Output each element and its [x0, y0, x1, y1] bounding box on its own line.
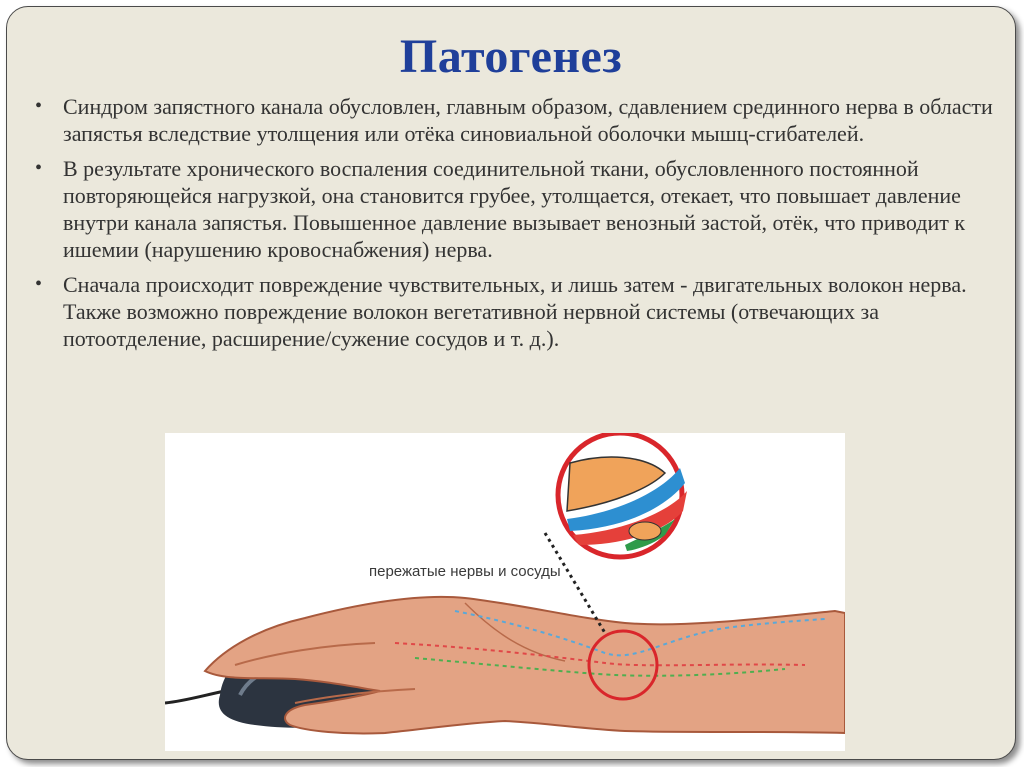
bullet-item: [33, 271, 993, 352]
bullet-dot-icon: •: [35, 157, 43, 179]
bullet-text: Сначала происходит повреждение чувствительных, и лишь затем - двигательных волокон нерва. Также возможно повреждение волокон вегетативной нервной системы (отвечающих за потоотделение, расширение/сужение сосудов и т. д.).: [63, 272, 967, 351]
cross-section-inset: [558, 433, 687, 557]
slide: [6, 6, 1016, 760]
bullet-dot-icon: •: [35, 95, 43, 117]
bullet-item: [33, 93, 993, 147]
hand-mouse-drawing: [165, 433, 845, 751]
slide-title: Патогенез: [399, 30, 623, 83]
figure-caption: пережатые нервы и сосуды: [369, 563, 561, 580]
mouse-cable: [165, 691, 225, 703]
cross-section-small-shape: [629, 522, 661, 540]
bullet-list: [33, 93, 993, 360]
wrist-illustration: [165, 433, 845, 751]
bullet-dot-icon: •: [35, 273, 43, 295]
bullet-item: [33, 155, 993, 263]
bullet-text: В результате хронического воспаления соединительной ткани, обусловленного постоянной повторяющейся нагрузкой, она становится грубее, утолщается, отекает, что повышает давление внутри канала запястья. Повышенное давление вызывает венозный застой, отёк, что приводит к ишемии (нарушению кровоснабжения) нерва.: [63, 156, 966, 262]
bullet-text: Синдром запястного канала обусловлен, главным образом, сдавлением срединного нерва в области запястья вследствие утолщения или отёка синовиальной оболочки мышц-сгибателей.: [63, 94, 993, 146]
